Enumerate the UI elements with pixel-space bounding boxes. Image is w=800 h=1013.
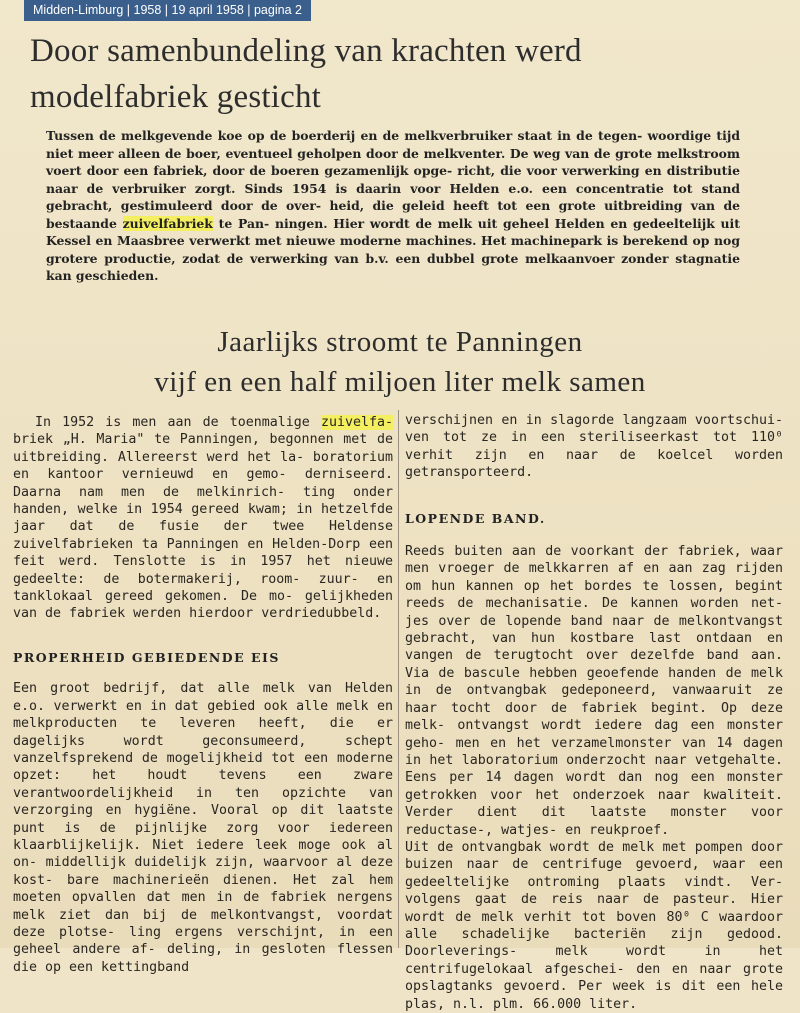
headline-line-2: modelfabriek gesticht [30, 79, 322, 115]
paragraph [13, 414, 393, 623]
text-line: men en het verzamelmonster van 14 dagen in [405, 735, 783, 768]
lead-line: kan geschieden. [46, 268, 159, 283]
text-line: reeds de mechanisatie. De kannen worden net- [405, 596, 783, 612]
paragraph [405, 839, 783, 1013]
text-line: In 1952 is men aan de toenmalige [35, 415, 321, 430]
text-line: een gedeeltelijke ontroming plaats vindt. Ver- [405, 857, 783, 890]
text-line: Uit de ontvangbak wordt de melk met pompen [405, 839, 743, 855]
text-line: de melk verhit tot boven 80⁰ C waardoor alle [405, 909, 783, 942]
subheadline-line-2: vijf en een half miljoen liter melk samen [154, 366, 646, 398]
text-line: Helden-Dorp een feit werd. Tenslotte is in 1957 [13, 536, 393, 570]
text-line: men vroeger de melkkarren af en aan zag rijden [405, 561, 783, 577]
text-line: jes over de lopende band naar de melkontvangst [405, 613, 783, 629]
text-line: dan bij de melkontvangst, voordat deze plotse- [13, 907, 393, 940]
paragraph [405, 412, 783, 482]
subheadline [60, 322, 740, 402]
text-line: het nieuwe gedeelte: de botermakerij, room- [13, 554, 393, 587]
text-line: zijn en naar de koelcel worden getransporteerd. [405, 447, 783, 481]
text-line: het laboratorium onderzocht naar vetgehalte. [429, 752, 783, 768]
text-line: Een groot bedrijf, dat alle melk van Helden e.o. [13, 681, 393, 714]
text-line: Heldense zuivelfabrieken ta Panningen en [13, 519, 393, 552]
text-line: gebracht, van hun kostbare last ontdaan en [405, 631, 783, 647]
text-line: Reeds buiten aan de voorkant der fabriek, waar [405, 544, 783, 560]
text-line: week is dit een hele plas, n.l. plm. 66.000 liter. [405, 979, 783, 1012]
text-line: boratorium en kantoor vernieuwd en gemo- [13, 449, 393, 483]
right-column [405, 412, 783, 1013]
text-line: melk wordt in het centrifugelokaal afgeschei- [405, 944, 783, 977]
paragraph [405, 543, 783, 839]
lead-line: te Pan- [212, 215, 270, 231]
text-line: ven tot ze in een steriliseerkast tot 110⁰ verhit [405, 430, 783, 463]
text-line: tevens een zware verantwoordelijkheid in ten [13, 768, 393, 801]
text-line: briek „H. Maria" te Panningen, begonnen [13, 432, 334, 448]
text-line: ting onder handen, welke in 1954 gereed [13, 484, 393, 518]
paragraph [13, 680, 393, 976]
text-line: watjes- en reukproef. [501, 822, 670, 838]
text-line: met de uitbreiding. Allereerst werd het la- [13, 432, 393, 465]
text-line: melkproducten te leveren heeft, die er dagelijks [13, 716, 393, 749]
text-line: opzichte van verzorging en hygiëne. Vooral op [13, 785, 393, 819]
text-line: Verder dient dit laatste monster voor reductase-, [405, 805, 783, 838]
text-line: Via de bascule hebben geoefende handen de melk [405, 665, 783, 681]
text-line: Eens per 14 dagen wordt dan nog een monster [405, 770, 783, 786]
text-line: den en naar grote opslagtanks gevoerd. Per [405, 961, 783, 995]
lead-line: daarin voor Helden e.o. een concentratie tot stand gebracht, gestimuleerd door de over- [46, 180, 740, 213]
text-line: verwerkt en in dat gebied ook alle melk en [53, 698, 393, 714]
lead-line: richt, die voor verwerking en distributie naar de verbruiker zorgt. Sinds 1954 is [46, 163, 740, 196]
text-line: opvallen dat men in de fabriek nergens melk ziet [13, 890, 393, 923]
section-heading: PROPERHEID GEBIEDENDE EIS [13, 649, 280, 665]
highlighted-term: zuivelfabriek [122, 215, 213, 231]
text-line: getrokken voor het onderzoek naar kwaliteit. [405, 787, 783, 803]
text-line: gelijkheden van de fabriek werden hierdoor [13, 589, 393, 622]
text-line: verdriedubbeld. [261, 606, 382, 622]
text-line: mogelijkheid tot een moderne opzet: het houdt [13, 750, 393, 784]
text-line: volgens gaat de reis naar de pasteur. Hier wordt [405, 892, 783, 925]
text-line: bare machinerieën dienen. Het zal hem moeten [13, 872, 393, 906]
headline [30, 28, 770, 120]
lead-paragraph [46, 127, 740, 285]
headline-line-1: Door samenbundeling van krachten werd [30, 33, 582, 69]
source-tag[interactable]: Midden-Limburg | 1958 | 19 april 1958 | pagina 2 [24, 0, 311, 21]
text-line: in de ontvangbak gedeponeerd, vanwaaruit ze [405, 683, 783, 699]
lead-line: woordige tijd niet meer alleen de boer, eventueel geholpen door de melkventer. De weg [46, 128, 740, 161]
text-line: deling, in gesloten flessen die op een kettingband [13, 942, 393, 975]
text-line: verschijnen en in slagorde langzaam voortschui- [405, 413, 783, 428]
highlighted-term: zuivelfa- [320, 415, 393, 430]
lead-line: heid, die geleid heeft tot een grote uitbreiding van de bestaande [46, 198, 740, 231]
text-line: wordt geconsumeerd, schept vanzelfsprekend de [13, 733, 393, 766]
left-column [13, 414, 393, 976]
text-line: klaarblijkelijk. Niet iedere leek moge ook al on- [13, 837, 393, 871]
text-line: derniseerd. Daarna nam men de melkinrich- [13, 467, 393, 500]
text-line: middellijk duidelijk zijn, waarvoor al deze kost- [13, 855, 394, 888]
lead-line: ningen. Hier wordt de melk uit geheel Helden en gedeeltelijk uit Kessel en Maasbree [46, 215, 740, 248]
text-line: om hun kannen op het bordes te lossen, begint [405, 578, 783, 594]
text-line: zuur- en tanklokaal gereed gekomen. De mo- [13, 571, 393, 605]
text-line: schadelijke bacteriën zijn gedood. Doorleverings- [405, 926, 783, 960]
section-heading: LOPENDE BAND. [405, 510, 546, 526]
text-line: dit laatste punt is de pijnlijke zorg voor iedereen [13, 803, 393, 836]
text-line: ontvangst wordt iedere dag een monster geho- [405, 718, 783, 751]
text-line: vangen de terugtocht over dezelfde band aan. [405, 648, 783, 664]
lead-line: Tussen de melkgevende koe op de boerderij en de melkverbruiker staat in de tegen- [46, 128, 643, 143]
text-line: door buizen naar de centrifuge gevoerd, waar [405, 839, 783, 873]
lead-line: van de grote melkstroom voert door een fabriek, door de boeren gezamenlijk opge- [46, 145, 740, 178]
text-line: kwam; in hetzelfde jaar dat de fusie der twee [13, 502, 393, 535]
text-line: ling ergens verschijnt, in een geheel andere af- [13, 924, 393, 958]
subheadline-line-1: Jaarlijks stroomt te Panningen [217, 326, 583, 358]
column-divider [398, 410, 399, 948]
lead-line: verwerkt met nieuwe moderne machines. Het machinepark is berekend op nog grotere [46, 233, 740, 266]
lead-line: productie, zodat de verwerking van b.v. een dubbel grote melkaanvoer zonder stagnatie [104, 250, 740, 266]
text-line: haar tocht door de fabriek begint. Op deze melk- [405, 700, 783, 734]
